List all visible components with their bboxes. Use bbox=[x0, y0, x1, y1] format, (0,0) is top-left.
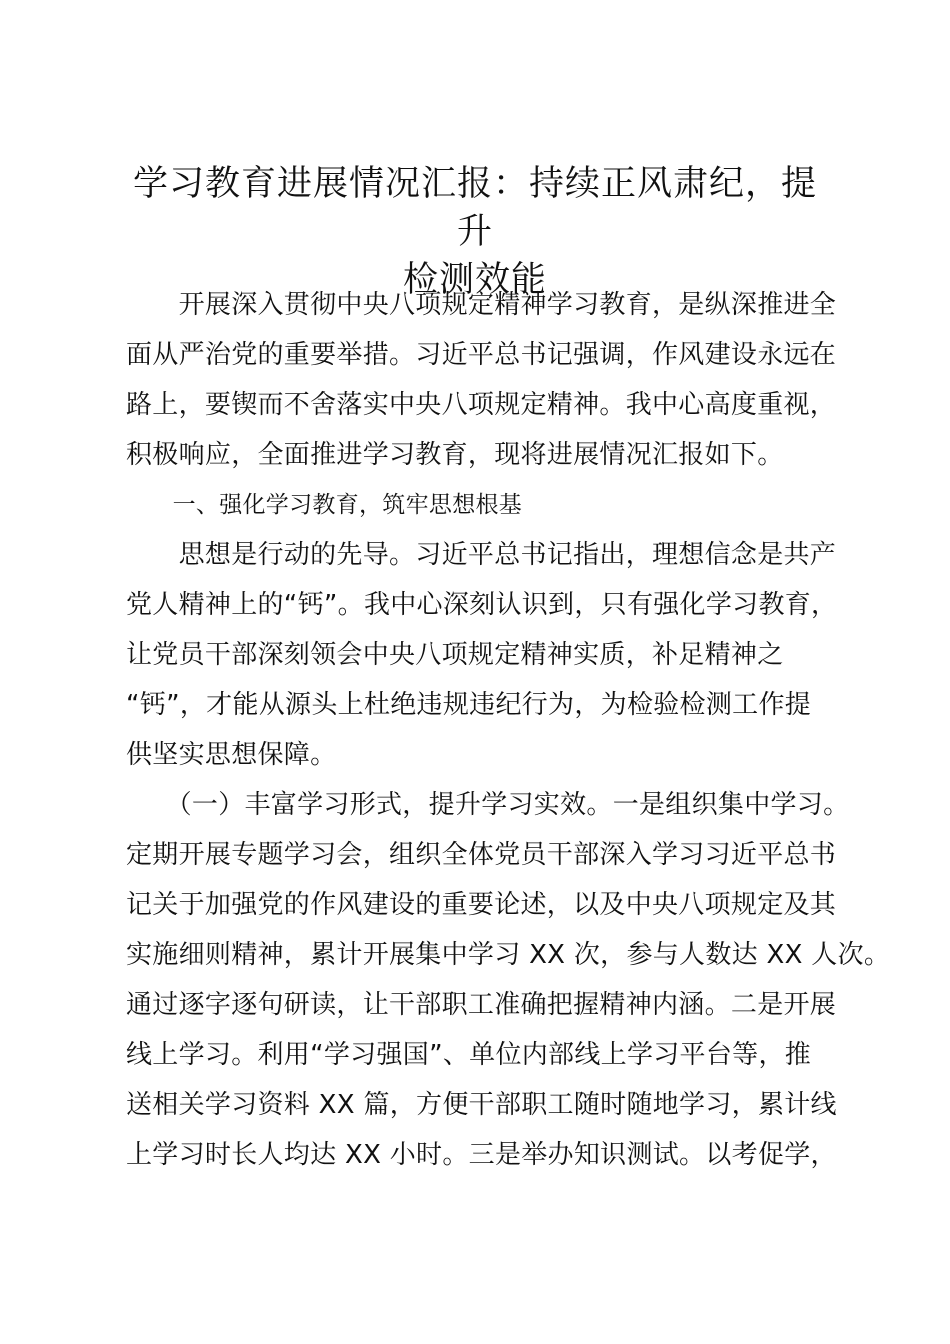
body-line: 送相关学习资料 XX 篇，方便干部职工随时随地学习，累计线 bbox=[126, 1090, 837, 1120]
body-line: 实施细则精神，累计开展集中学习 XX 次，参与人数达 XX 人次。 bbox=[126, 940, 891, 970]
body-line: 路上，要锲而不舍落实中央八项规定精神。我中心高度重视， bbox=[126, 390, 837, 420]
body-line: 上学习时长人均达 XX 小时。三是举办知识测试。以考促学， bbox=[126, 1140, 837, 1170]
section-heading: 一、强化学习教育，筑牢思想根基 bbox=[126, 492, 523, 518]
body-line: 让党员干部深刻领会中央八项规定精神实质，补足精神之 bbox=[126, 640, 784, 670]
body-line: 供坚实思想保障。 bbox=[126, 740, 337, 770]
body-line: 党人精神上的“钙”。我中心深刻认识到，只有强化学习教育， bbox=[126, 590, 838, 620]
subsection-line: （一）丰富学习形式，提升学习实效。一是组织集中学习。 bbox=[126, 790, 850, 820]
body-line: 面从严治党的重要举措。习近平总书记强调，作风建设永远在 bbox=[126, 340, 837, 370]
body-line: “钙”，才能从源头上杜绝违规违纪行为，为检验检测工作提 bbox=[126, 690, 812, 720]
body-line: 通过逐字逐句研读，让干部职工准确把握精神内涵。二是开展 bbox=[126, 990, 837, 1020]
title-line-2: 检测效能 bbox=[402, 260, 547, 300]
body-line: 记关于加强党的作风建设的重要论述，以及中央八项规定及其 bbox=[126, 890, 837, 920]
title-line-1: 学习教育进展情况汇报：持续正风肃纪，提升 bbox=[132, 164, 817, 252]
document-body bbox=[126, 280, 891, 1180]
body-line: 定期开展专题学习会，组织全体党员干部深入学习习近平总书 bbox=[126, 840, 837, 870]
body-line: 线上学习。利用“学习强国”、单位内部线上学习平台等，推 bbox=[126, 1040, 812, 1070]
body-line: 思想是行动的先导。习近平总书记指出，理想信念是共产 bbox=[126, 540, 837, 570]
body-line: 积极响应，全面推进学习教育，现将进展情况汇报如下。 bbox=[126, 440, 784, 470]
body-line: 开展深入贯彻中央八项规定精神学习教育，是纵深推进全 bbox=[126, 290, 837, 320]
